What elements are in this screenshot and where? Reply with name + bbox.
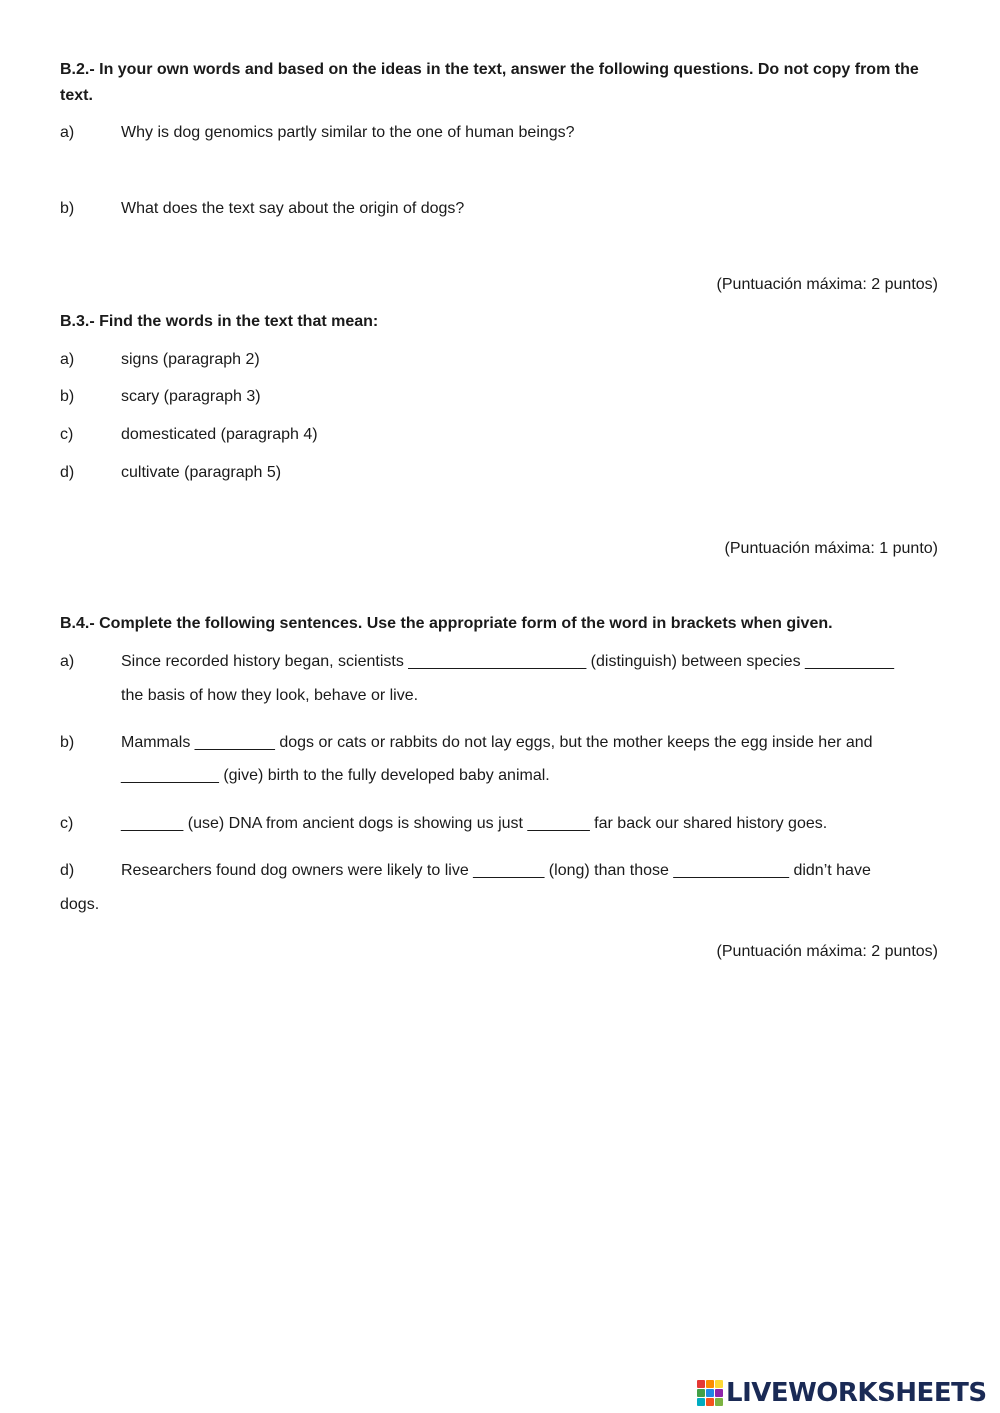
b4-item-d-label: d) <box>60 862 75 879</box>
b2-heading-line1: B.2.- In your own words and based on the ideas in the text, answer the following questions. Do not copy from the <box>60 61 919 78</box>
b4-item-b-line2: ___________ (give) birth to the fully developed baby animal. <box>121 767 550 784</box>
b2-question-a-text: Why is dog genomics partly similar to the one of human beings? <box>121 124 575 141</box>
b3-item-d-label: d) <box>60 464 75 481</box>
b4-item-d-line2: dogs. <box>60 896 100 913</box>
b4-item-a-line1: Since recorded history began, scientists ____________________ (distinguish) between species __________ <box>121 653 894 670</box>
liveworksheets-logo <box>697 1377 997 1409</box>
b3-item-a-label: a) <box>60 351 75 368</box>
b2-heading-line2: text. <box>60 87 93 104</box>
liveworksheets-logo-icon <box>697 1380 723 1406</box>
b4-item-d-line1: Researchers found dog owners were likely to live ________ (long) than those _____________ didn’t have <box>121 862 871 879</box>
b4-item-a-label: a) <box>60 653 75 670</box>
b3-item-a-text: signs (paragraph 2) <box>121 351 260 368</box>
b2-score: (Puntuación máxima: 2 puntos) <box>716 276 938 293</box>
b2-question-b-label: b) <box>60 200 75 217</box>
b3-item-c-text: domesticated (paragraph 4) <box>121 426 318 443</box>
b4-item-c-label: c) <box>60 815 74 832</box>
b2-question-b-text: What does the text say about the origin of dogs? <box>121 200 465 217</box>
b4-item-b-line1: Mammals _________ dogs or cats or rabbits do not lay eggs, but the mother keeps the egg inside her and <box>121 734 873 751</box>
b2-question-a-label: a) <box>60 124 75 141</box>
b3-heading: B.3.- Find the words in the text that mean: <box>60 313 379 330</box>
b3-score: (Puntuación máxima: 1 punto) <box>724 540 938 557</box>
b4-heading: B.4.- Complete the following sentences. Use the appropriate form of the word in brackets when given. <box>60 615 833 632</box>
b4-item-a-line2: the basis of how they look, behave or live. <box>121 687 419 704</box>
b3-item-b-text: scary (paragraph 3) <box>121 388 261 405</box>
b4-item-b-label: b) <box>60 734 75 751</box>
b4-item-c-line1: _______ (use) DNA from ancient dogs is showing us just _______ far back our shared history goes. <box>121 815 828 832</box>
b4-score: (Puntuación máxima: 2 puntos) <box>716 943 938 960</box>
b3-item-b-label: b) <box>60 388 75 405</box>
liveworksheets-logo-text: LIVEWORKSHEETS <box>726 1378 987 1408</box>
b3-item-d-text: cultivate (paragraph 5) <box>121 464 282 481</box>
b3-item-c-label: c) <box>60 426 74 443</box>
